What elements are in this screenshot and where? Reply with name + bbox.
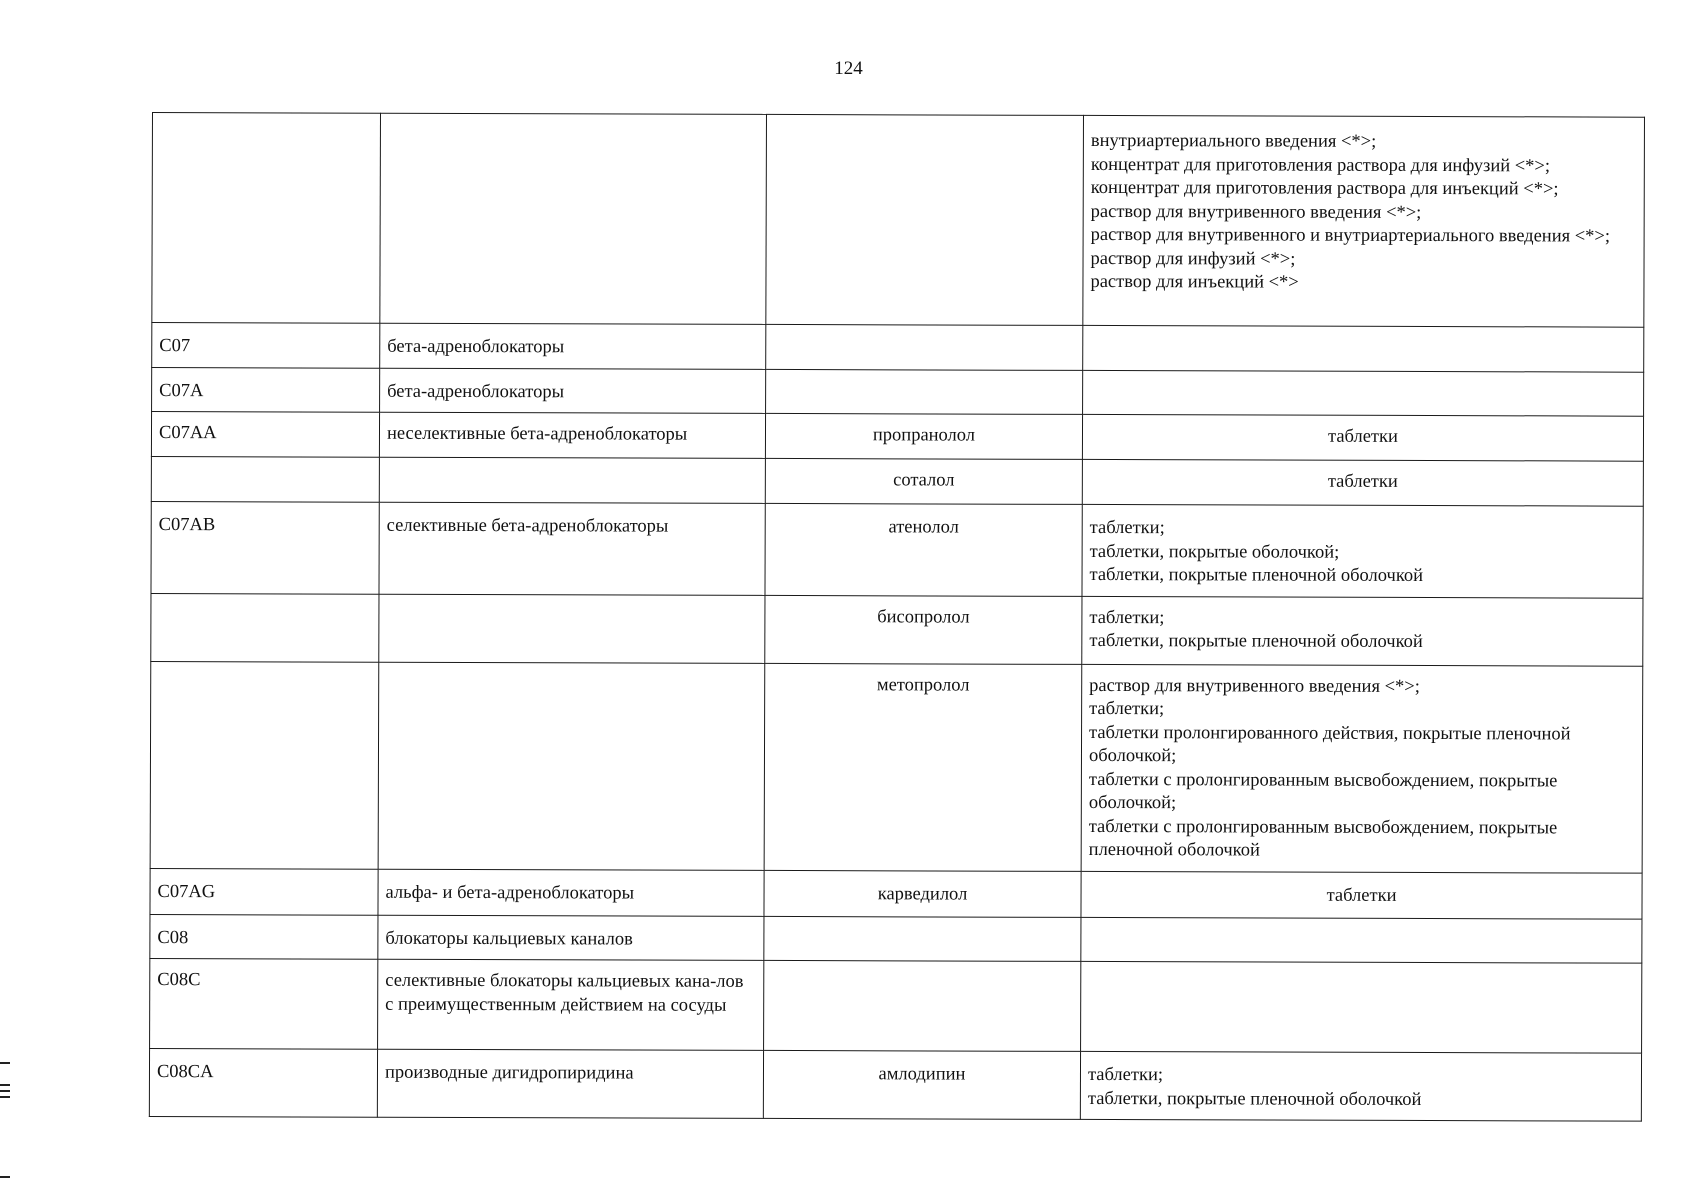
table-row — [150, 958, 1642, 1053]
drug-name-cell — [766, 369, 1083, 414]
dosage-form-line: таблетки; — [1089, 607, 1165, 628]
atc-code-cell: C08CA — [149, 1048, 377, 1117]
pharm-group-cell: бета-адреноблокаторы — [380, 368, 766, 414]
dosage-form-line: таблетки с пролонгированным высвобождением, покрытые оболочкой; — [1088, 769, 1558, 814]
dosage-form-line: таблетки, покрытые пленочной оболочкой — [1089, 564, 1424, 586]
table-row — [151, 456, 1643, 506]
pharm-group-cell — [379, 457, 765, 503]
page-number: 124 — [834, 58, 863, 79]
margin-mark — [0, 1084, 10, 1086]
pharm-group-cell — [378, 662, 765, 870]
drug-name-cell: амлодипин — [763, 1050, 1080, 1119]
pharm-group-cell: производные дигидропиридина — [377, 1049, 763, 1118]
dosage-form-line: таблетки; — [1089, 517, 1165, 539]
margin-mark — [0, 1062, 10, 1064]
dosage-forms-cell — [1083, 325, 1644, 371]
dosage-form-line: таблетки пролонгированного действия, покрытые пленочной оболочкой; — [1088, 722, 1571, 767]
drug-name-cell: соталол — [765, 458, 1082, 504]
dosage-forms-cell — [1081, 917, 1642, 963]
dosage-forms-cell — [1082, 504, 1643, 597]
margin-mark — [0, 1090, 10, 1092]
drug-name-cell — [764, 960, 1081, 1051]
atc-code-cell: C08C — [150, 958, 378, 1049]
dosage-forms-cell — [1082, 414, 1643, 461]
dosage-forms-cell — [1082, 596, 1643, 666]
dosage-form-line: внутриартериального введения <*>; — [1090, 130, 1377, 152]
atc-code-cell — [151, 593, 379, 662]
drug-name-cell — [766, 324, 1083, 369]
dosage-form-line: таблетки; — [1087, 1064, 1164, 1086]
dosage-form-line: таблетки, покрытые пленочной оболочкой — [1089, 630, 1423, 652]
atc-code-cell: C07AA — [151, 412, 379, 458]
table-row — [152, 367, 1644, 416]
table-row — [150, 868, 1642, 919]
pharm-group-cell — [380, 113, 767, 324]
atc-code-cell: C07 — [152, 323, 380, 368]
drug-name-cell: атенолол — [765, 503, 1082, 595]
dosage-form-line: таблетки — [1326, 885, 1397, 906]
dosage-form-line: раствор для инфузий <*>; — [1090, 248, 1296, 270]
drug-name-cell: карведилол — [764, 870, 1081, 917]
atc-code-cell: C07AB — [151, 501, 379, 593]
table-row — [151, 501, 1643, 597]
atc-code-cell — [152, 113, 381, 324]
dosage-form-line: раствор для внутривенного введения <*>; — [1090, 201, 1422, 223]
drug-name-cell — [764, 916, 1081, 961]
pharm-group-cell: неселективные бета-адреноблокаторы — [379, 412, 765, 458]
table-row — [149, 1048, 1641, 1121]
table-row — [151, 412, 1643, 462]
dosage-forms-cell — [1081, 664, 1643, 873]
dosage-form-line: раствор для внутривенного введения <*>; — [1089, 675, 1420, 697]
atc-code-cell — [150, 661, 379, 869]
dosage-forms-cell — [1081, 961, 1642, 1053]
pharm-group-cell: селективные бета-адреноблокаторы — [379, 502, 765, 595]
dosage-form-line: раствор для внутривенного и внутриартериального введения <*>; — [1090, 224, 1611, 247]
margin-mark — [0, 1096, 10, 1098]
pharm-group-cell: альфа- и бета-адреноблокаторы — [378, 869, 764, 916]
dosage-form-line: концентрат для приготовления раствора для инъекций <*>; — [1090, 177, 1559, 200]
atc-code-cell: C07A — [152, 367, 380, 412]
dosage-form-line: концентрат для приготовления раствора для инфузий <*>; — [1090, 154, 1551, 176]
table-row — [152, 113, 1645, 328]
margin-mark — [0, 1176, 10, 1178]
table-row — [151, 593, 1643, 666]
dosage-form-line: таблетки, покрытые оболочкой; — [1089, 541, 1340, 563]
dosage-forms-cell — [1083, 115, 1645, 327]
drug-name-cell: метопролол — [764, 663, 1082, 871]
dosage-forms-cell — [1081, 871, 1642, 919]
pharm-group-cell — [379, 594, 765, 663]
table-row — [152, 323, 1644, 372]
table-row — [150, 661, 1643, 873]
dosage-form-line: таблетки — [1327, 471, 1398, 492]
dosage-form-line: таблетки — [1328, 426, 1398, 447]
dosage-form-line: раствор для инъекций <*> — [1090, 271, 1299, 293]
table-row — [150, 914, 1642, 963]
drug-name-cell: бисопролол — [765, 595, 1082, 664]
drug-name-cell — [766, 114, 1084, 325]
pharm-group-cell: бета-адреноблокаторы — [380, 323, 766, 369]
pharm-group-cell: блокаторы кальциевых каналов — [378, 915, 764, 961]
atc-code-cell — [151, 456, 379, 502]
pharm-group-cell: селективные блокаторы кальциевых кана-лов с преимущественным действием на сосуды — [378, 959, 764, 1050]
drug-classification-table — [149, 112, 1645, 1122]
drug-name-cell: пропранолол — [765, 413, 1082, 459]
dosage-forms-cell — [1080, 1051, 1641, 1121]
dosage-forms-cell — [1083, 370, 1644, 416]
dosage-form-line: таблетки с пролонгированным высвобождением, покрытые пленочной оболочкой — [1088, 816, 1558, 861]
dosage-forms-cell — [1082, 459, 1643, 506]
dosage-form-line: таблетки, покрытые пленочной оболочкой — [1087, 1088, 1422, 1110]
dosage-form-line: таблетки; — [1089, 698, 1165, 720]
table-body — [149, 113, 1644, 1122]
atc-code-cell: C07AG — [150, 868, 378, 915]
atc-code-cell: C08 — [150, 914, 378, 959]
